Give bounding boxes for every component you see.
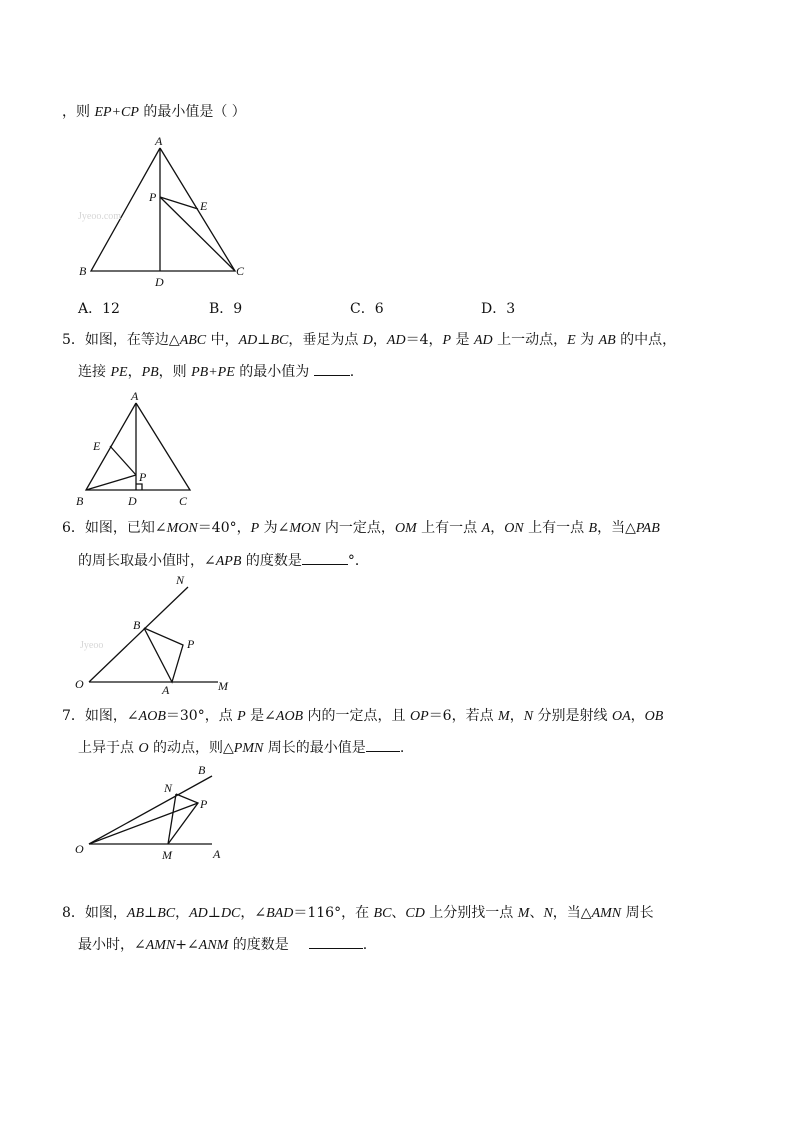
text-fragment: AMN bbox=[145, 938, 176, 953]
text-fragment: ， bbox=[372, 332, 387, 348]
q4-watermark: Jyeoo.com bbox=[78, 211, 122, 222]
text-fragment: E bbox=[567, 333, 576, 348]
text-fragment: . bbox=[349, 364, 355, 380]
text-fragment: APB bbox=[215, 554, 242, 569]
text-fragment: M bbox=[517, 906, 530, 921]
q8-line-2 bbox=[78, 934, 367, 956]
text-fragment: D bbox=[362, 333, 373, 348]
text-fragment: 的度数是 bbox=[241, 553, 302, 569]
q5-label-c: C bbox=[179, 494, 188, 508]
text-fragment: BC bbox=[270, 333, 289, 348]
text-fragment: BAD bbox=[266, 906, 294, 921]
text-fragment: 是∠ bbox=[245, 708, 276, 724]
q4-option-b[interactable]: B．9 bbox=[209, 301, 243, 317]
q7-label-a: A bbox=[213, 847, 221, 861]
text-fragment: P bbox=[250, 521, 260, 536]
q5-label-d: D bbox=[128, 494, 137, 508]
text-fragment: °． bbox=[347, 553, 369, 569]
text-fragment: A bbox=[481, 521, 491, 536]
text-fragment: ， bbox=[490, 520, 505, 536]
q4-label-p: P bbox=[149, 190, 157, 204]
text-fragment: CD bbox=[405, 906, 425, 921]
text-fragment: 如图，已知∠ bbox=[84, 520, 167, 536]
q4-option-a[interactable]: A．12 bbox=[78, 301, 120, 317]
q4-label-d: D bbox=[155, 275, 164, 289]
text-fragment: AOB bbox=[138, 709, 166, 724]
q5-label-b: B bbox=[76, 494, 84, 508]
text-fragment: ⊥ bbox=[257, 332, 271, 348]
text-fragment: 上有一点 bbox=[416, 520, 482, 536]
text-fragment: ON bbox=[504, 521, 524, 536]
text-fragment: 的中点， bbox=[615, 332, 677, 348]
text-fragment: OB bbox=[644, 709, 664, 724]
text-fragment: 上一动点， bbox=[492, 332, 568, 348]
text-fragment: AD bbox=[238, 333, 258, 348]
q8-answer-blank[interactable] bbox=[309, 934, 363, 949]
text-fragment: ＝116°，在 bbox=[293, 905, 374, 921]
text-fragment: OP bbox=[410, 709, 429, 724]
q6-label-a: A bbox=[162, 683, 170, 697]
text-fragment: AD bbox=[473, 333, 493, 348]
q6-label-m: M bbox=[218, 679, 228, 693]
q7-label-m: M bbox=[162, 848, 172, 862]
q6-label-b: B bbox=[133, 618, 141, 632]
q4-option-d[interactable]: D．3 bbox=[481, 301, 516, 317]
text-fragment: ＝30°，点 bbox=[165, 708, 238, 724]
q6-watermark: Jyeoo bbox=[80, 640, 104, 651]
text-fragment: PB bbox=[141, 365, 159, 380]
text-fragment: 连接 bbox=[78, 364, 111, 380]
q4-label-b: B bbox=[79, 264, 87, 278]
q6-number: 6． bbox=[62, 520, 85, 536]
text-fragment: ABC bbox=[179, 333, 207, 348]
text-fragment: P bbox=[237, 709, 246, 724]
text-fragment: 的动点，则△ bbox=[148, 740, 234, 756]
text-fragment: ⊥ bbox=[144, 905, 158, 921]
text-fragment: AMN bbox=[591, 906, 622, 921]
text-fragment: ＝6，若点 bbox=[428, 708, 499, 724]
q5-label-p: P bbox=[139, 470, 147, 484]
q8-number: 8． bbox=[62, 905, 85, 921]
text-fragment: 周长的最小值是 bbox=[263, 740, 366, 756]
text-fragment: 为 bbox=[575, 332, 599, 348]
q5-number: 5． bbox=[62, 332, 85, 348]
text-fragment: . bbox=[399, 740, 405, 756]
q4-option-c[interactable]: C．6 bbox=[350, 301, 384, 317]
q7-label-o: O bbox=[75, 842, 84, 856]
q4-label-a: A bbox=[155, 134, 163, 148]
text-fragment: 、 bbox=[529, 905, 544, 921]
text-fragment: ，则 bbox=[158, 364, 192, 380]
text-fragment: BC bbox=[157, 906, 176, 921]
text-fragment: N bbox=[523, 709, 534, 724]
text-fragment: ，则 bbox=[62, 104, 95, 120]
text-fragment: 内一定点， bbox=[320, 520, 395, 536]
text-fragment: ANM bbox=[198, 938, 229, 953]
q7-number: 7． bbox=[62, 708, 85, 724]
q4-label-e: E bbox=[200, 199, 208, 213]
text-fragment: 上分别找一点 bbox=[424, 905, 518, 921]
text-fragment: 、 bbox=[391, 905, 406, 921]
q7-label-b: B bbox=[198, 763, 206, 777]
text-fragment: PB+PE bbox=[191, 365, 235, 380]
text-fragment: 是 bbox=[451, 332, 474, 348]
text-fragment: 如图，在等边△ bbox=[84, 332, 180, 348]
q7-segment-op bbox=[89, 803, 198, 844]
text-fragment: OA bbox=[611, 709, 631, 724]
q6-label-o: O bbox=[75, 677, 84, 691]
text-fragment: 如图， bbox=[84, 905, 127, 921]
q4-expression: EP+CP bbox=[94, 105, 139, 120]
text-fragment: N bbox=[543, 906, 553, 921]
text-fragment: 内的一定点，且 bbox=[303, 708, 411, 724]
text-fragment: PAB bbox=[635, 521, 660, 536]
text-fragment: 周长 bbox=[621, 905, 654, 921]
text-fragment: ＝40°， bbox=[197, 520, 251, 536]
text-fragment: 的周长取最小值时，∠ bbox=[78, 553, 216, 569]
text-fragment: . bbox=[362, 937, 368, 953]
text-fragment: ，垂足为点 bbox=[288, 332, 363, 348]
text-fragment: 上有一点 bbox=[523, 520, 589, 536]
text-fragment: ，∠ bbox=[240, 905, 267, 921]
text-fragment: 的最小值为 bbox=[234, 364, 314, 380]
text-fragment: ，当△ bbox=[597, 520, 636, 536]
text-fragment: 上异于点 bbox=[78, 740, 139, 756]
text-fragment: ， bbox=[175, 905, 190, 921]
text-fragment: BC bbox=[373, 906, 392, 921]
text-fragment: PE bbox=[110, 365, 128, 380]
text-fragment: 如图，∠ bbox=[84, 708, 139, 724]
q6-label-p: P bbox=[187, 637, 195, 651]
text-fragment: ， bbox=[127, 364, 142, 380]
text-fragment: AD bbox=[386, 333, 406, 348]
text-fragment: 最小时，∠ bbox=[78, 937, 146, 953]
text-fragment: 分别是射线 bbox=[533, 708, 612, 724]
text-fragment: ＝4， bbox=[405, 332, 443, 348]
q8-line-1 bbox=[62, 903, 654, 924]
text-fragment: AB bbox=[598, 333, 616, 348]
text-fragment: ， bbox=[630, 708, 645, 724]
text-fragment: AB bbox=[126, 906, 145, 921]
text-fragment: AOB bbox=[275, 709, 304, 724]
text-fragment: MON bbox=[166, 521, 198, 536]
text-fragment: B bbox=[588, 521, 598, 536]
text-fragment: 中， bbox=[206, 332, 239, 348]
text-fragment: 的度数是 bbox=[228, 937, 289, 953]
q7-label-p: P bbox=[200, 797, 208, 811]
q7-triangle-pmn bbox=[168, 794, 198, 844]
q5-label-a: A bbox=[131, 389, 139, 403]
text-fragment: P bbox=[442, 333, 452, 348]
text-fragment: 为∠ bbox=[259, 520, 290, 536]
q5-label-e: E bbox=[93, 439, 101, 453]
text-fragment: M bbox=[498, 709, 510, 724]
text-fragment: DC bbox=[220, 906, 241, 921]
text-fragment: MON bbox=[289, 521, 321, 536]
text-fragment: ⊥ bbox=[207, 905, 221, 921]
text-fragment: ， bbox=[509, 708, 524, 724]
q7-label-n: N bbox=[164, 781, 173, 795]
text-fragment: AD bbox=[189, 906, 208, 921]
q4-label-c: C bbox=[236, 264, 245, 278]
q6-label-n: N bbox=[176, 573, 185, 587]
text-fragment: O bbox=[138, 741, 149, 756]
text-fragment: +∠ bbox=[175, 937, 199, 953]
text-fragment: PMN bbox=[233, 741, 264, 756]
text-fragment: 的最小值是（ ） bbox=[138, 104, 246, 120]
text-fragment: ，当△ bbox=[552, 905, 592, 921]
text-fragment: OM bbox=[394, 521, 417, 536]
